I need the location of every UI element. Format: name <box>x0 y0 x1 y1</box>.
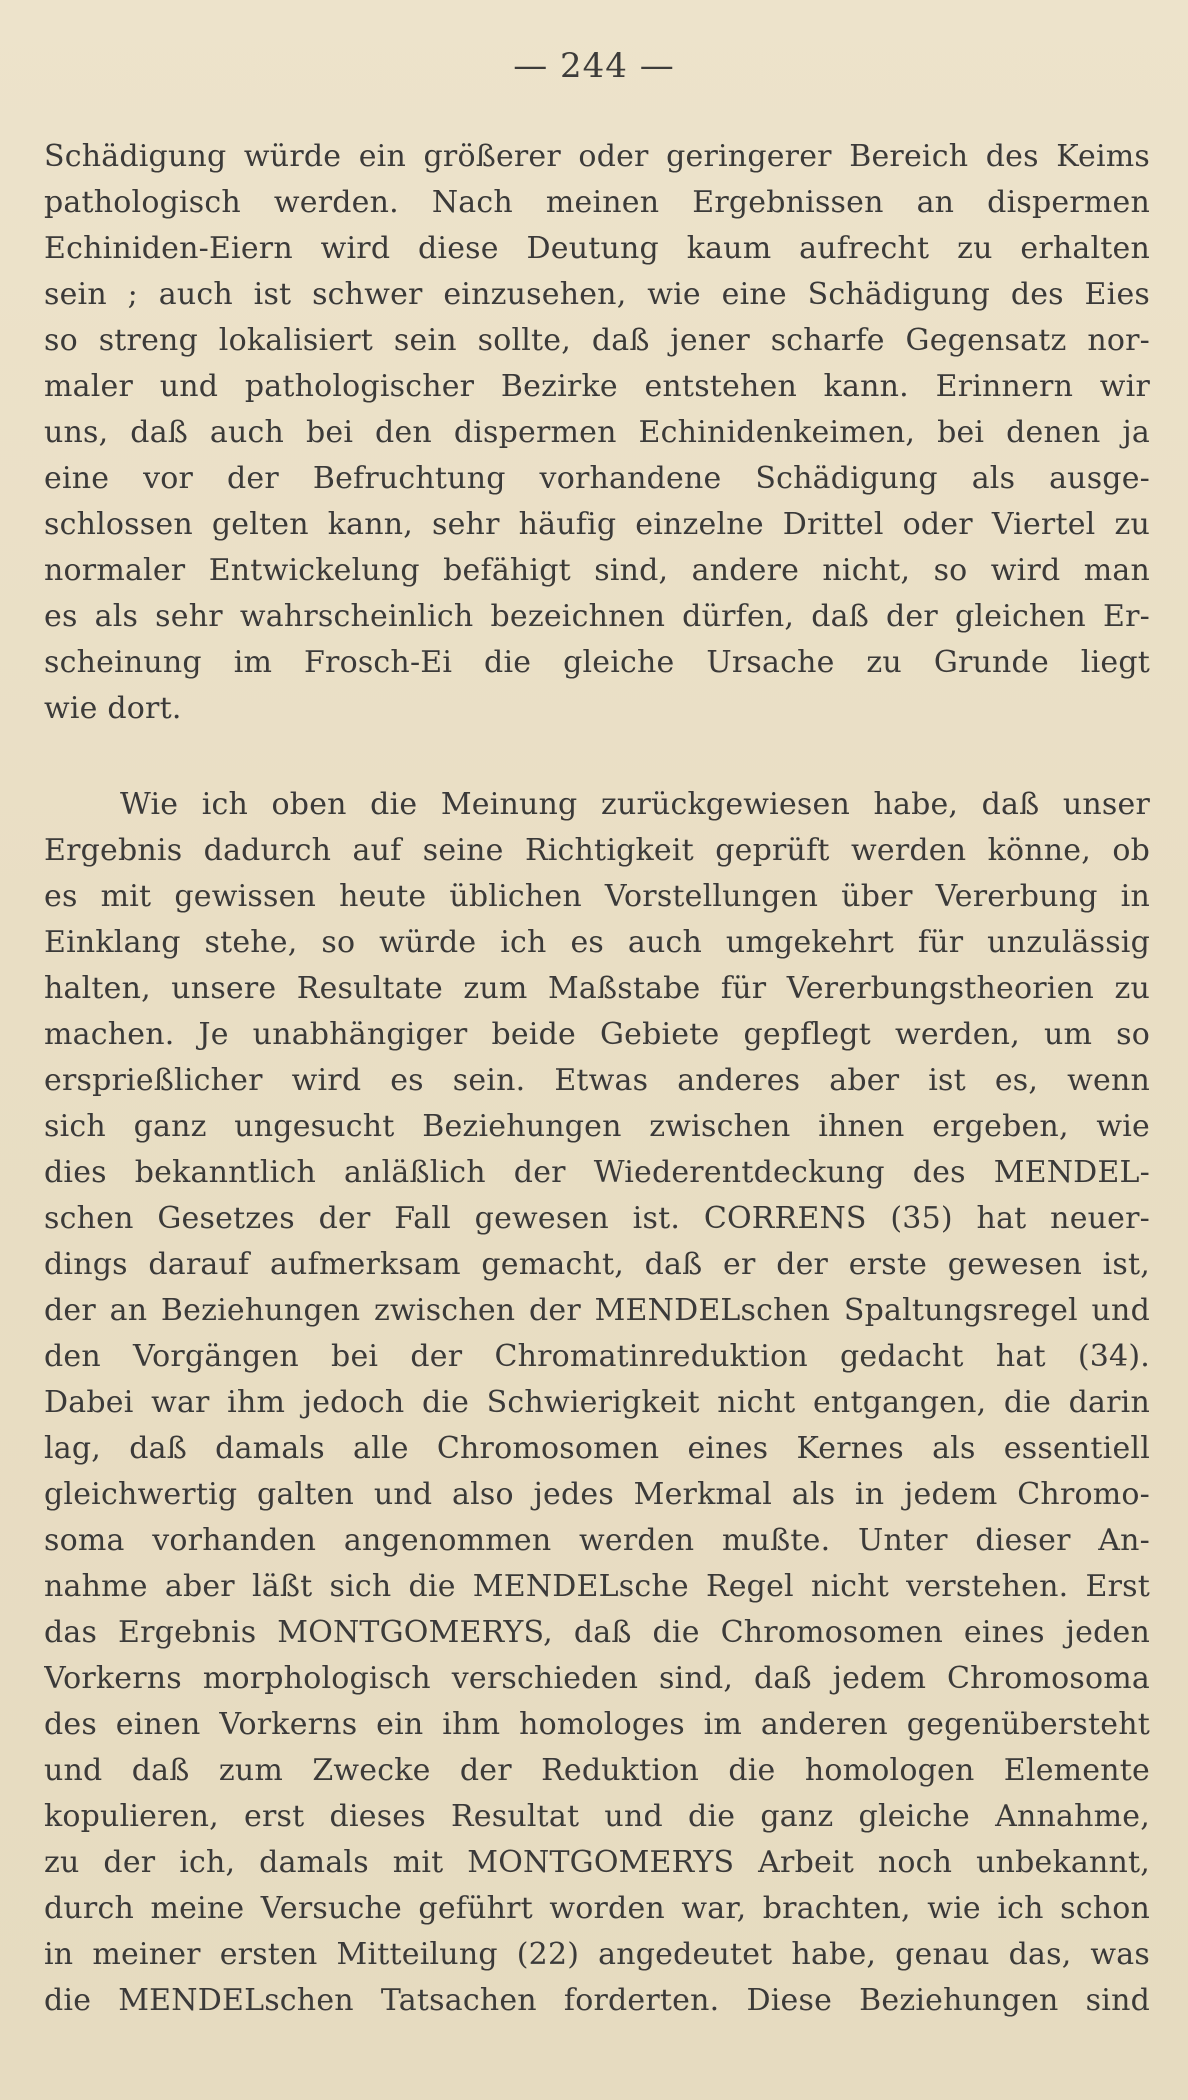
text-line: sich ganz ungesucht Beziehungen zwischen ihnen ergeben, wie <box>44 1109 1150 1144</box>
text-line: der an Beziehungen zwischen der MENDELschen Spaltungsregel und <box>44 1293 1150 1328</box>
text-line: es mit gewissen heute üblichen Vorstellungen über Vererbung in <box>44 879 1150 914</box>
text-line: uns, daß auch bei den dispermen Echinidenkeimen, bei denen ja <box>44 415 1150 450</box>
text-line: Dabei war ihm jedoch die Schwierigkeit nicht entgangen, die darin <box>44 1385 1150 1420</box>
text-line: Wie ich oben die Meinung zurückgewiesen habe, daß unser <box>120 787 1150 822</box>
text-line: Schädigung würde ein größerer oder geringerer Bereich des Keims <box>44 139 1150 174</box>
text-line: lag, daß damals alle Chromosomen eines Kernes als essentiell <box>44 1431 1150 1466</box>
text-line: es als sehr wahrscheinlich bezeichnen dürfen, daß der gleichen Er- <box>44 599 1150 634</box>
text-line: so streng lokalisiert sein sollte, daß jener scharfe Gegensatz nor- <box>44 323 1150 358</box>
text-line: schen Gesetzes der Fall gewesen ist. CORRENS (35) hat neuer- <box>44 1201 1150 1236</box>
paragraph-1 <box>44 134 1150 732</box>
text-line: dings darauf aufmerksam gemacht, daß er der erste gewesen ist, <box>44 1247 1150 1282</box>
text-line: durch meine Versuche geführt worden war, brachten, wie ich schon <box>44 1891 1150 1926</box>
text-line: schlossen gelten kann, sehr häufig einzelne Drittel oder Viertel zu <box>44 507 1150 542</box>
text-line: und daß zum Zwecke der Reduktion die homologen Elemente <box>44 1753 1150 1788</box>
text-line: sein ; auch ist schwer einzusehen, wie eine Schädigung des Eies <box>44 277 1150 312</box>
text-line: kopulieren, erst dieses Resultat und die ganz gleiche Annahme, <box>44 1799 1150 1834</box>
text-line: ersprießlicher wird es sein. Etwas anderes aber ist es, wenn <box>44 1063 1150 1098</box>
text-line: gleichwertig galten und also jedes Merkmal als in jedem Chromo- <box>44 1477 1150 1512</box>
text-line: normaler Entwickelung befähigt sind, andere nicht, so wird man <box>44 553 1150 588</box>
paragraph-2 <box>44 782 1150 2024</box>
text-line: machen. Je unabhängiger beide Gebiete gepflegt werden, um so <box>44 1017 1150 1052</box>
text-line: Echiniden-Eiern wird diese Deutung kaum aufrecht zu erhalten <box>44 231 1150 266</box>
text-line: Ergebnis dadurch auf seine Richtigkeit geprüft werden könne, ob <box>44 833 1150 868</box>
text-line: des einen Vorkerns ein ihm homologes im anderen gegenübersteht <box>44 1707 1150 1742</box>
text-line: zu der ich, damals mit MONTGOMERYS Arbeit noch unbekannt, <box>44 1845 1150 1880</box>
text-line: maler und pathologischer Bezirke entstehen kann. Erinnern wir <box>44 369 1150 404</box>
text-line: Einklang stehe, so würde ich es auch umgekehrt für unzulässig <box>44 925 1150 960</box>
text-line: soma vorhanden angenommen werden mußte. Unter dieser An- <box>44 1523 1150 1558</box>
text-line: Vorkerns morphologisch verschieden sind, daß jedem Chromosoma <box>44 1661 1150 1696</box>
text-line: dies bekanntlich anläßlich der Wiederentdeckung des MENDEL- <box>44 1155 1150 1190</box>
text-line: den Vorgängen bei der Chromatinreduktion gedacht hat (34). <box>44 1339 1150 1374</box>
text-line: in meiner ersten Mitteilung (22) angedeutet habe, genau das, was <box>44 1937 1150 1972</box>
text-line: eine vor der Befruchtung vorhandene Schädigung als ausge- <box>44 461 1150 496</box>
text-line: scheinung im Frosch-Ei die gleiche Ursache zu Grunde liegt <box>44 645 1150 680</box>
text-line: die MENDELschen Tatsachen forderten. Diese Beziehungen sind <box>44 1983 1150 2018</box>
text-line: das Ergebnis MONTGOMERYS, daß die Chromosomen eines jeden <box>44 1615 1150 1650</box>
text-line: nahme aber läßt sich die MENDELsche Regel nicht verstehen. Erst <box>44 1569 1150 1604</box>
text-line: pathologisch werden. Nach meinen Ergebnissen an dispermen <box>44 185 1150 220</box>
text-line: halten, unsere Resultate zum Maßstabe für Vererbungstheorien zu <box>44 971 1150 1006</box>
page-number: — 244 — <box>513 46 675 86</box>
text-line: wie dort. <box>44 691 182 726</box>
